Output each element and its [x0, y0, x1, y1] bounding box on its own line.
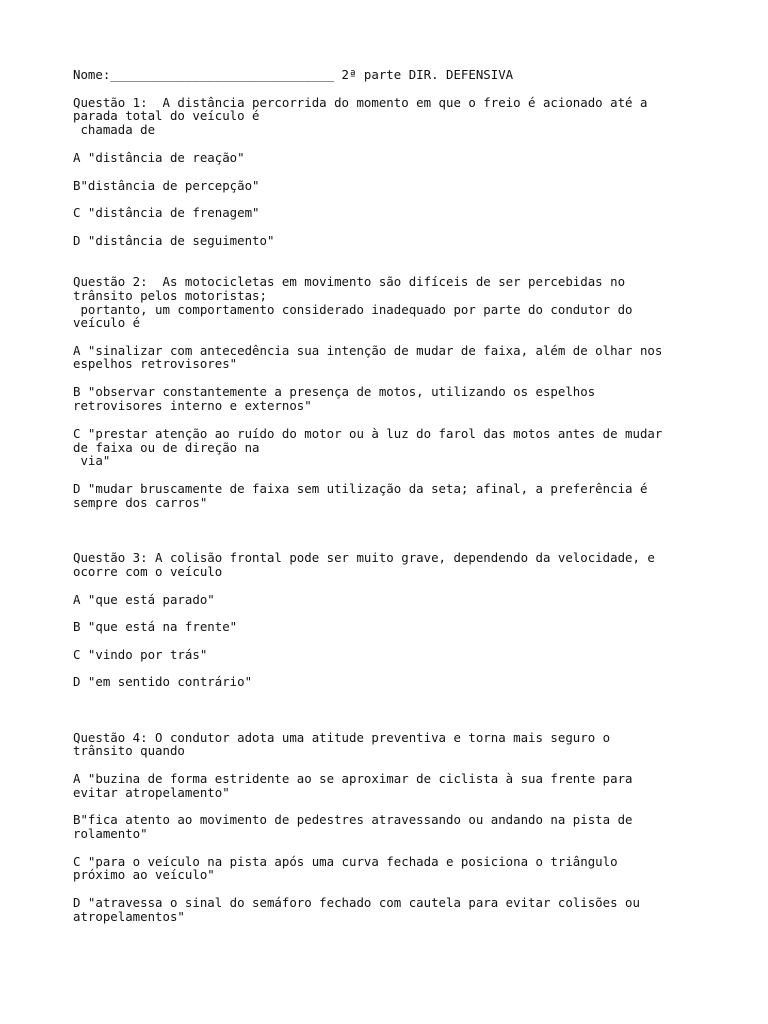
q2-text-line: portanto, um comportamento considerado inadequado por parte do condutor do	[73, 302, 633, 317]
q2-option-d-line: D "mudar bruscamente de faixa sem utilização da seta; afinal, a preferência é	[73, 481, 648, 496]
q1-text-line: parada total do veículo é	[73, 108, 260, 123]
exam-page	[73, 0, 713, 1024]
q1-text-line: chamada de	[73, 122, 156, 137]
q4-option-b-line: rolamento"	[73, 826, 148, 841]
q2-option-a-line: A "sinalizar com antecedência sua intenção de mudar de faixa, além de olhar nos	[73, 343, 663, 358]
q2-option-a-line: espelhos retrovisores"	[73, 356, 238, 371]
q1-option-b: B"distância de percepção"	[73, 178, 260, 193]
q2-option-b-line: B "observar constantemente a presença de motos, utilizando os espelhos	[73, 384, 596, 399]
q4-option-a-line: A "buzina de forma estridente ao se aproximar de ciclista à sua frente para	[73, 771, 633, 786]
q2-option-c-line: via"	[73, 453, 111, 468]
q3-option-c: C "vindo por trás"	[73, 647, 208, 662]
q4-option-c-line: próximo ao veículo"	[73, 867, 215, 882]
q4-text-line: trânsito quando	[73, 743, 185, 758]
q3-text-line: Questão 3: A colisão frontal pode ser muito grave, dependendo da velocidade, e	[73, 550, 655, 565]
q3-option-d: D "em sentido contrário"	[73, 674, 253, 689]
q2-text-line: trânsito pelos motoristas;	[73, 288, 267, 303]
q2-option-c-line: C "prestar atenção ao ruído do motor ou à luz do farol das motos antes de mudar	[73, 426, 663, 441]
q1-text-line: Questão 1: A distância percorrida do momento em que o freio é acionado até a	[73, 95, 648, 110]
q1-option-c: C "distância de frenagem"	[73, 205, 260, 220]
q4-option-a-line: evitar atropelamento"	[73, 785, 230, 800]
q2-text-line: Questão 2: As motocicletas em movimento são difíceis de ser percebidas no	[73, 274, 626, 289]
q3-option-a: A "que está parado"	[73, 592, 215, 607]
q4-option-d-line: atropelamentos"	[73, 909, 185, 924]
q2-text-line: veículo é	[73, 315, 141, 330]
q2-option-b-line: retrovisores interno e externos"	[73, 398, 312, 413]
q3-option-b: B "que está na frente"	[73, 619, 238, 634]
header-line: Nome:______________________________ 2ª parte DIR. DEFENSIVA	[73, 67, 514, 82]
q2-option-c-line: de faixa ou de direção na	[73, 440, 260, 455]
q4-option-c-line: C "para o veículo na pista após uma curva fechada e posiciona o triângulo	[73, 854, 618, 869]
q1-option-d: D "distância de seguimento"	[73, 233, 275, 248]
q2-option-d-line: sempre dos carros"	[73, 495, 208, 510]
q4-option-b-line: B"fica atento ao movimento de pedestres atravessando ou andando na pista de	[73, 812, 633, 827]
q3-text-line: ocorre com o veículo	[73, 564, 223, 579]
q4-option-d-line: D "atravessa o sinal do semáforo fechado com cautela para evitar colisões ou	[73, 895, 640, 910]
q4-text-line: Questão 4: O condutor adota uma atitude preventiva e torna mais seguro o	[73, 730, 611, 745]
q1-option-a: A "distância de reação"	[73, 150, 245, 165]
